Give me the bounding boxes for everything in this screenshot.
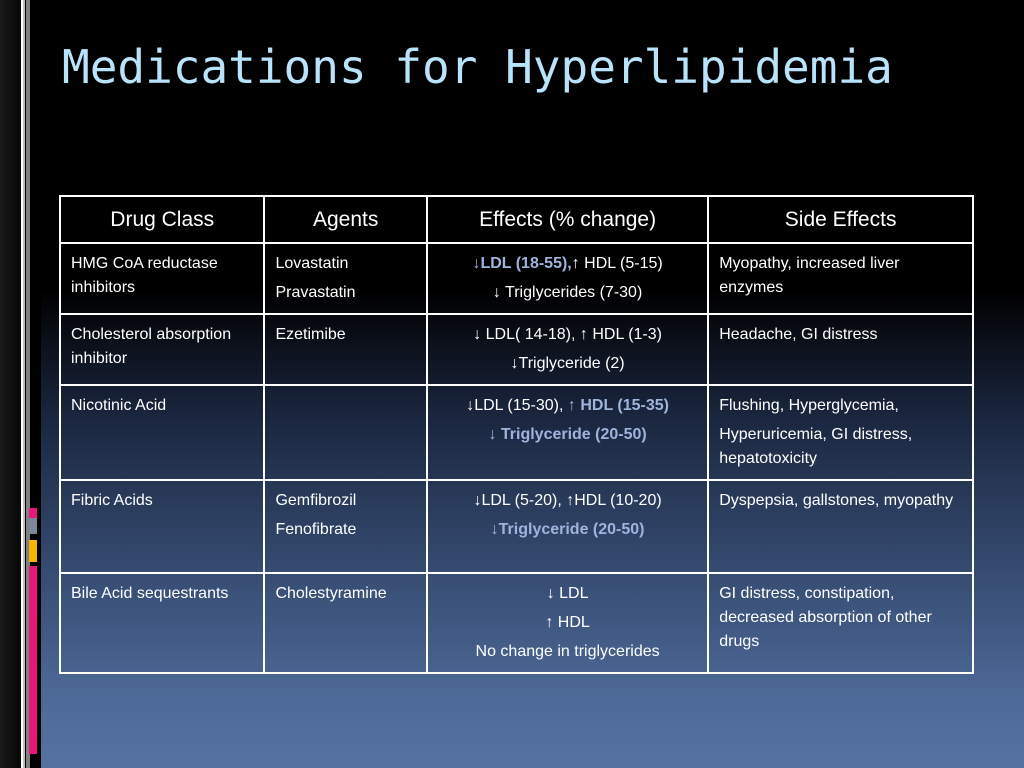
- drug-class-cell: HMG CoA reductase inhibitors: [60, 243, 264, 314]
- effect-text: ↓ LDL: [546, 585, 589, 602]
- effects-line: [438, 582, 697, 606]
- effect-highlight: ↑ HDL (15-35): [567, 397, 669, 414]
- side-effect-text: Hyperuricemia, GI distress, hepatotoxicity: [719, 426, 913, 467]
- side-effect-text: Headache, GI distress: [719, 326, 878, 343]
- effects-line: [438, 518, 697, 542]
- effects-line: [438, 323, 697, 347]
- left-decorative-strip: [0, 0, 41, 768]
- table-row: [60, 573, 973, 673]
- effects-line: [438, 352, 697, 376]
- agent-name: Lovastatin: [275, 255, 349, 272]
- header-drug-class: Drug Class: [60, 196, 264, 243]
- table-row: [60, 385, 973, 480]
- effect-text: ↑ HDL (5-15): [571, 255, 663, 272]
- effects-cell: [427, 480, 708, 573]
- effect-highlight: ↓ Triglyceride (20-50): [488, 426, 647, 443]
- agent-name: Ezetimibe: [275, 326, 346, 343]
- effect-highlight: ↓LDL (18-55),: [472, 255, 572, 272]
- effects-line: [438, 281, 697, 305]
- drug-class-cell: Nicotinic Acid: [60, 385, 264, 480]
- effect-text: ↓Triglyceride (2): [510, 355, 625, 372]
- side-effect-text: Myopathy, increased liver enzymes: [719, 255, 900, 296]
- agent-name: Gemfibrozil: [275, 492, 357, 509]
- agent-name: Cholestyramine: [275, 585, 387, 602]
- header-agents: Agents: [264, 196, 427, 243]
- drug-class-cell: Cholesterol absorption inhibitor: [60, 314, 264, 385]
- agents-cell: [264, 385, 427, 480]
- agent-name: Fenofibrate: [275, 521, 357, 538]
- effect-highlight: ↓Triglyceride (20-50): [490, 521, 645, 538]
- effect-text: ↓ Triglycerides (7-30): [492, 284, 643, 301]
- agent-name: Pravastatin: [275, 284, 356, 301]
- effect-text: ↓LDL (15-30),: [466, 397, 568, 414]
- effects-line: [438, 489, 697, 513]
- agents-cell: [264, 573, 427, 673]
- header-side-effects: Side Effects: [708, 196, 973, 243]
- effects-line: [438, 252, 697, 276]
- accent-yellow-block: [29, 540, 37, 562]
- side-effect-text: Dyspepsia, gallstones, myopathy: [719, 492, 954, 509]
- side-effect-text: Flushing, Hyperglycemia,: [719, 397, 899, 414]
- side-effect-text: GI distress, constipation, decreased absorption of other drugs: [719, 585, 932, 650]
- effects-line: [438, 640, 697, 664]
- agents-cell: [264, 243, 427, 314]
- drug-class-cell: Fibric Acids: [60, 480, 264, 573]
- accent-pink-bar: [29, 566, 37, 754]
- table-header-row: [60, 196, 973, 243]
- side-effects-cell: [708, 573, 973, 673]
- effect-text: No change in triglycerides: [475, 643, 660, 660]
- agents-cell: [264, 480, 427, 573]
- effect-text: ↑ HDL: [545, 614, 590, 631]
- drug-class-cell: Bile Acid sequestrants: [60, 573, 264, 673]
- effect-text: ↓LDL (5-20), ↑HDL (10-20): [473, 492, 662, 509]
- side-effects-cell: [708, 243, 973, 314]
- table-row: [60, 480, 973, 573]
- effects-cell: [427, 243, 708, 314]
- table-row: [60, 243, 973, 314]
- effects-cell: [427, 314, 708, 385]
- slide-title: Medications for Hyperlipidemia: [62, 40, 893, 94]
- effects-cell: [427, 573, 708, 673]
- side-effects-cell: [708, 314, 973, 385]
- medications-table: [59, 195, 974, 674]
- effects-line: [438, 423, 697, 447]
- side-effects-cell: [708, 385, 973, 480]
- agents-cell: [264, 314, 427, 385]
- accent-gray-block: [29, 518, 37, 534]
- effects-cell: [427, 385, 708, 480]
- header-effects: Effects (% change): [427, 196, 708, 243]
- table-row: [60, 314, 973, 385]
- side-effects-cell: [708, 480, 973, 573]
- effects-line: [438, 611, 697, 635]
- effects-line: [438, 394, 697, 418]
- effect-text: ↓ LDL( 14-18), ↑ HDL (1-3): [473, 326, 662, 343]
